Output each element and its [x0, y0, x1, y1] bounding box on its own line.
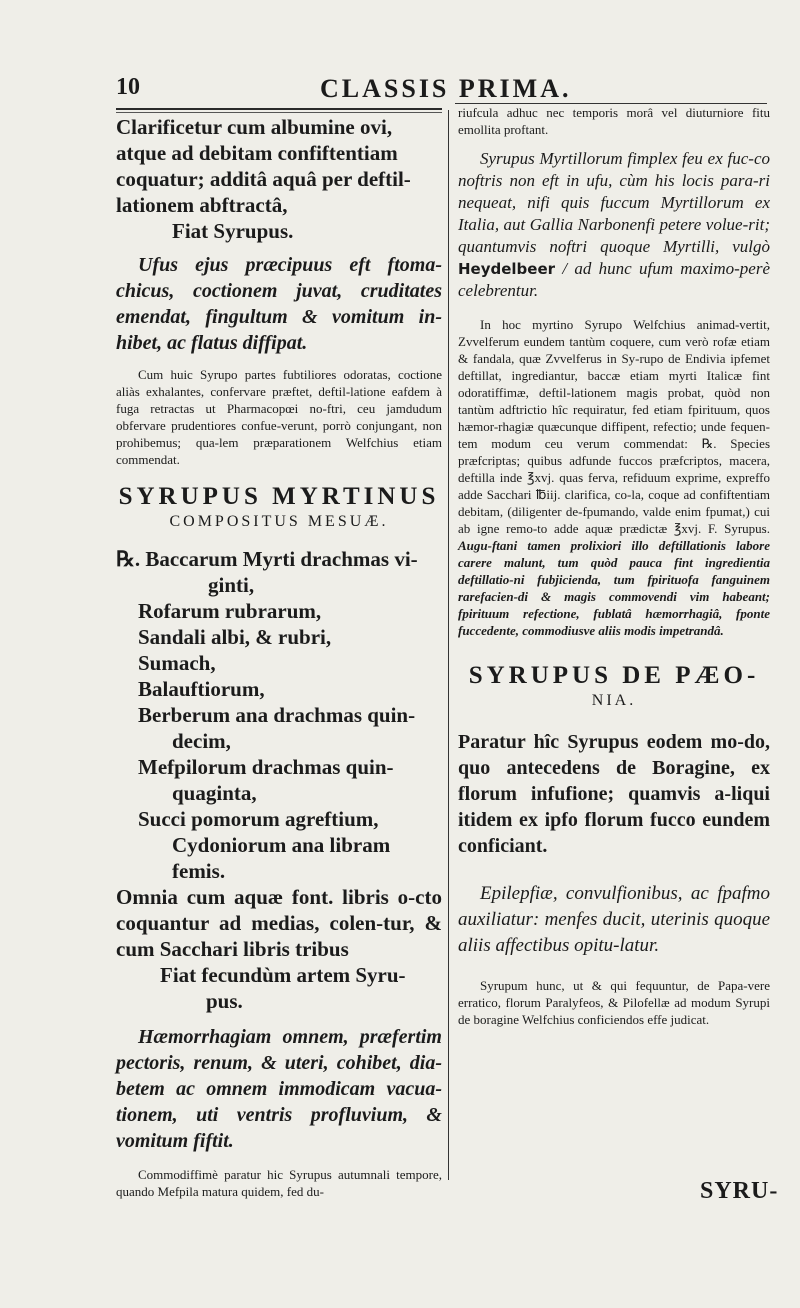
section-title-paeonia: SYRUPUS DE PÆO-	[468, 662, 760, 689]
note-3-italic: Augu-ftani tamen prolixiori illo deftillationis labore carere malunt, tum quòd pauca fint ingredientia deftillatio-ni fubjicienda, tum fpirituofa fanguinem rarefacien-di & magis commovendi vim habeant; fpirituum refectione, fublatâ hæmorrhagiâ, fponte fuccedente, commodiusve aliis modis impetrandâ.	[458, 538, 770, 638]
note-3-text: In hoc myrtino Syrupo Welfchius animad-vertit, Zvvelferum eundem tantùm coquere, cum verò rofæ etiam & fandala, quæ Zvvelferus in Sy-rupo de Endivia ipfemet deftillat, ingrediantur, baccæ etiam myrti Italicæ fint odoratiffimæ, deftil-lationem magis probat, quòd non tantùm adftrictio hîc requiratur, fed etiam fpirituum, quos hæmor-rhagiæ quæcunque diffipent, refectio; unde fequen-tem modum ceu verum commendat: ℞. Species præfcriptas; quibus adfunde fuccos præfcriptos, macera, deftilla inde ℥xvj. quas ferva, refiduum exprime, expreffo adde Sacchari ℔iij. clarifica, co-la, coque ad confiftentiam debitam, (diligenter de-fpumando, valde enim fpumat,) cui ab igne remo-to adde aquæ prædictæ ℥xvj. F. Syrupus.	[458, 317, 770, 536]
heydelbeer-word: Heydelbeer	[458, 260, 556, 278]
ingredient-sumach: Sumach,	[138, 651, 216, 675]
ingredient-sandali: Sandali albi, & rubri,	[138, 625, 332, 649]
fiat-syrupus: Fiat Syrupus.	[172, 219, 294, 243]
myrtillorum-paragraph	[458, 148, 770, 302]
ingredient-semis: femis.	[172, 859, 226, 883]
ingredient-berberum-cont: decim,	[172, 729, 231, 753]
running-title: CLASSIS PRIMA.	[320, 74, 572, 103]
intro-line-2: atque ad debitam confiftentiam	[116, 141, 398, 165]
recipe-line-2: ginti,	[208, 573, 255, 597]
section-title-myrtinus: SYRUPUS MYRTINUS	[118, 483, 440, 510]
continuation-paragraph: riufcula adhuc nec temporis morâ vel diuturniore fitu emollita proftant.	[458, 105, 770, 137]
note-paragraph-4: Syrupum hunc, ut & qui fequuntur, de Papa-vere erratico, florum Paralyfeos, & Pilofellæ ad modum Syrupi de boragine Welfchius conficiendos effe judicat.	[458, 978, 770, 1027]
ingredient-mespilorum-cont: quaginta,	[172, 781, 257, 805]
right-column	[458, 104, 770, 1028]
ingredient-rosarum: Rofarum rubrarum,	[138, 599, 322, 623]
ingredient-succi: Succi pomorum agreftium,	[138, 807, 379, 831]
recipe-line-1: ℞. Baccarum Myrti drachmas vi-	[116, 547, 418, 571]
ingredient-berberum: Berberum ana drachmas quin-	[138, 703, 416, 727]
header-rule-left	[116, 108, 442, 110]
section-subtitle-nia: NIA.	[591, 692, 637, 709]
myrtillorum-text-end: / ad hunc ufum maximo-perè celebrentur.	[458, 259, 770, 300]
header-rule-left-thin	[116, 112, 442, 113]
fiat-secundum-1: Fiat fecundùm artem Syru-	[160, 963, 406, 987]
intro-line-1: Clarificetur cum albumine ovi,	[116, 115, 393, 139]
usus-paragraph-3: Epilepfiæ, convulfionibus, ac fpafmo auxiliatur: menfes ducit, uterinis quoque aliis affectibus opitu-latur.	[458, 883, 770, 956]
omnia-paragraph: Omnia cum aquæ font. libris o-cto coquantur ad medias, colen-tur, & cum Sacchari libris tribus	[116, 885, 442, 961]
intro-line-4: lationem abftractâ,	[116, 193, 288, 217]
note-paragraph-1: Cum huic Syrupo partes fubtiliores odoratas, coctione aliàs exhalantes, confervare præftet, deftil-latione eafdem à fuga retractas ut Pharmacopœi no-ftri, ceu jamdudum obfervare prudentiores confue-verunt, porrò conjungant, non prohibemus; qua-lem præparationem Welfchius etiam commendat.	[116, 367, 442, 467]
note-paragraph-3	[458, 316, 770, 639]
left-column	[116, 114, 442, 1200]
paratur-paragraph: Paratur hîc Syrupus eodem mo-do, quo antecedens de Boragine, ex florum infufione; quamvis a-liqui itidem ex ipfo florum fucco eundem conficiant.	[458, 731, 770, 857]
intro-line-3: coquatur; additâ aquâ per deftil-	[116, 167, 411, 191]
section-subtitle-mesuae: COMPOSITUS MESUÆ.	[169, 513, 389, 530]
page-number: 10	[116, 74, 140, 100]
ingredient-balaustiorum: Balauftiorum,	[138, 677, 265, 701]
myrtillorum-text: Syrupus Myrtillorum fimplex feu ex fuc-co noftris non eft in ufu, cùm his locis para-ri nequeat, nifi quis fuccum Myrtillorum ex Italia, aut Gallia Narbonenfi petere volue-rit; quantumvis noftri quoque Myrtilli, vulgò	[458, 149, 770, 256]
catchword: SYRU-	[700, 1178, 779, 1204]
ingredient-mespilorum: Mefpilorum drachmas quin-	[138, 755, 394, 779]
usus-paragraph-2: Hæmorrhagiam omnem, præfertim pectoris, renum, & uteri, cohibet, dia-betem ac omnem immodicam vacua-tionem, uti ventris profluvium, & vomitum fiftit.	[116, 1026, 442, 1152]
usus-paragraph: Ufus ejus præcipuus eft ftoma-chicus, coctionem juvat, cruditates emendat, fingultum & vomitum in-hibet, ac flatus diffipat.	[116, 254, 442, 354]
fiat-secundum-2: pus.	[206, 989, 243, 1013]
column-divider	[448, 110, 449, 1180]
note-paragraph-2: Commodiffimè paratur hic Syrupus autumnali tempore, quando Mefpila matura quidem, fed du-	[116, 1167, 442, 1199]
ingredient-cydoniorum: Cydoniorum ana libram	[172, 833, 391, 857]
